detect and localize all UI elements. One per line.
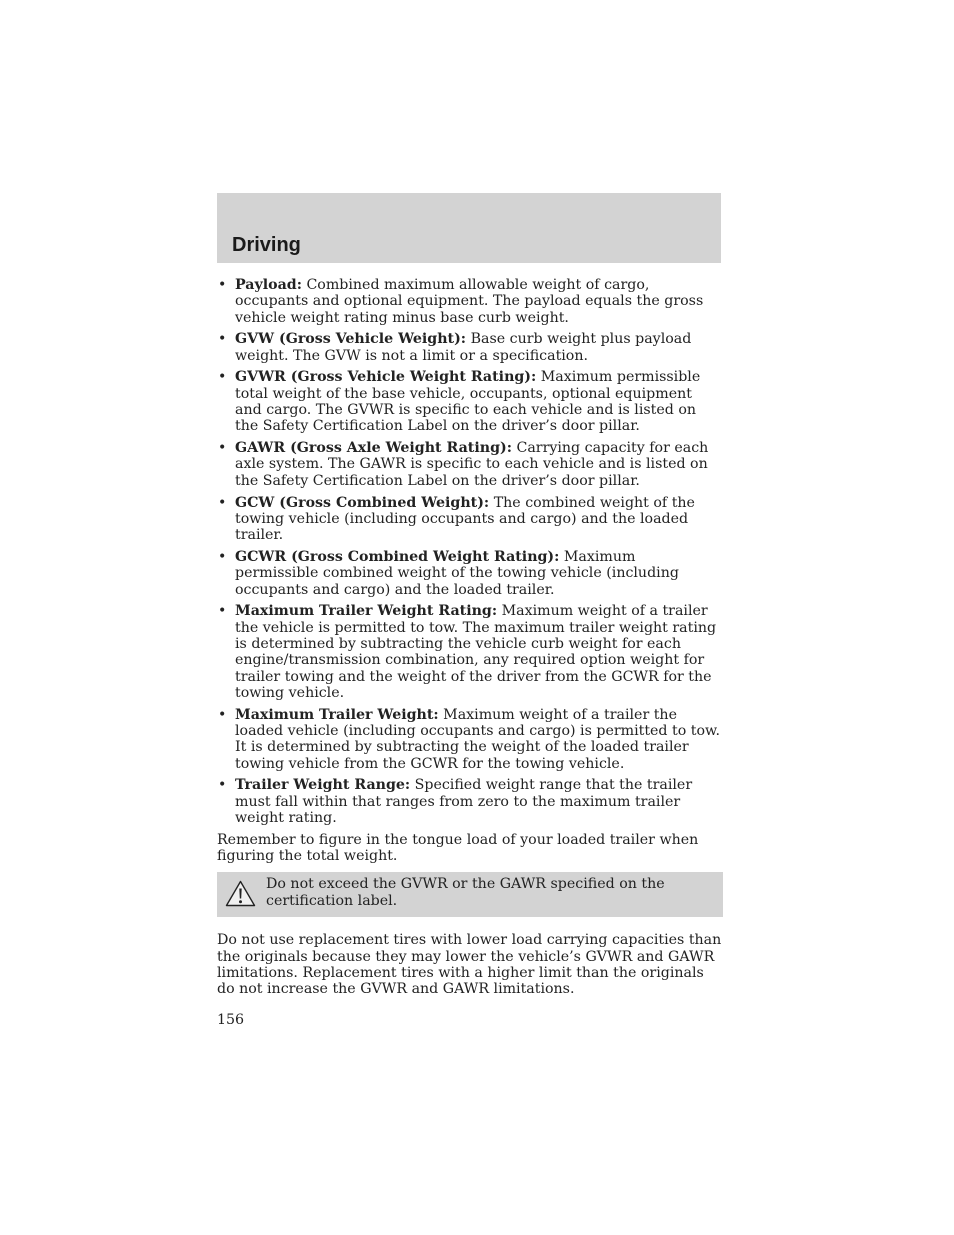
definition-term: Maximum Trailer Weight Rating: — [235, 603, 498, 620]
definition-term: GAWR (Gross Axle Weight Rating): — [235, 440, 512, 457]
definition-item-gcwr — [217, 549, 723, 598]
definition-term: GCW (Gross Combined Weight): — [235, 494, 490, 511]
warning-text: Do not exceed the GVWR or the GAWR specified on the certification label. — [266, 876, 665, 909]
reminder-paragraph: Remember to figure in the tongue load of your loaded trailer when figuring the total weight. — [217, 831, 699, 864]
section-title: Driving — [232, 234, 301, 256]
definition-term: GVW (Gross Vehicle Weight): — [235, 331, 467, 348]
definition-text: The combined weight of the towing vehicle (including occupants and cargo) and the loaded trailer. — [235, 494, 695, 544]
definition-item-max-trailer-weight-rating — [217, 603, 723, 701]
definition-term: Trailer Weight Range: — [235, 777, 411, 794]
definition-item-payload — [217, 277, 723, 326]
definition-item-max-trailer-weight — [217, 707, 723, 772]
page-number: 156 — [217, 1012, 245, 1029]
bullet: • — [218, 777, 227, 794]
definition-term: GCWR (Gross Combined Weight Rating): — [235, 548, 560, 565]
bullet: • — [218, 277, 227, 293]
bullet: • — [218, 603, 227, 620]
definition-item-gvw — [217, 331, 723, 364]
definition-item-gcw — [217, 495, 723, 544]
tires-paragraph: Do not use replacement tires with lower load carrying capacities than the originals because they may lower the vehicle’s GVWR and GAWR limitations. Replacement tires with a higher limit than the originals do not increase the GVWR and GAWR limitations. — [217, 932, 722, 998]
bullet: • — [218, 494, 227, 511]
definition-text: Specified weight range that the trailer must fall within that ranges from zero to the maximum trailer weight rating. — [235, 777, 693, 826]
definition-text: Maximum weight of a trailer the vehicle is permitted to tow. The maximum trailer weight rating is determined by subtracting the vehicle curb weight for each engine/transmission combination, any required option weight for trailer towing and the weight of the driver from the GCWR for the towing vehicle. — [235, 603, 717, 701]
definition-term: GVWR (Gross Vehicle Weight Rating): — [235, 369, 537, 386]
bullet: • — [218, 369, 227, 386]
definition-item-gvwr — [217, 369, 723, 434]
bullet: • — [218, 440, 227, 457]
definition-text: Combined maximum allowable weight of cargo, occupants and optional equipment. The payload equals the gross vehicle weight rating minus base curb weight. — [235, 277, 704, 326]
bullet: • — [218, 706, 227, 723]
page-content — [217, 277, 723, 1029]
warning-triangle-icon — [225, 880, 256, 907]
definition-item-trailer-weight-range — [217, 777, 723, 826]
section-header-band — [217, 193, 721, 263]
warning-box — [217, 872, 723, 917]
bullet: • — [218, 331, 227, 348]
definition-list — [217, 277, 723, 826]
definition-text: Maximum permissible combined weight of the towing vehicle (including occupants and cargo) and the loaded trailer. — [235, 548, 679, 598]
definition-term: Payload: — [235, 277, 302, 293]
definition-term: Maximum Trailer Weight: — [235, 706, 439, 723]
definition-text: Carrying capacity for each axle system. The GAWR is specific to each vehicle and is listed on the Safety Certification Label on the driver’s door pillar. — [235, 440, 709, 489]
bullet: • — [218, 548, 227, 565]
definition-item-gawr — [217, 440, 723, 489]
definition-text: Maximum permissible total weight of the base vehicle, occupants, optional equipment and cargo. The GVWR is specific to each vehicle and is listed on the Safety Certification Label on the driver’s door pillar. — [235, 369, 701, 435]
definition-text: Base curb weight plus payload weight. The GVW is not a limit or a specification. — [235, 331, 692, 364]
definition-text: Maximum weight of a trailer the loaded vehicle (including occupants and cargo) is permitted to tow. It is determined by subtracting the weight of the loaded trailer towing vehicle from the GCWR for the towing vehicle. — [235, 706, 720, 772]
